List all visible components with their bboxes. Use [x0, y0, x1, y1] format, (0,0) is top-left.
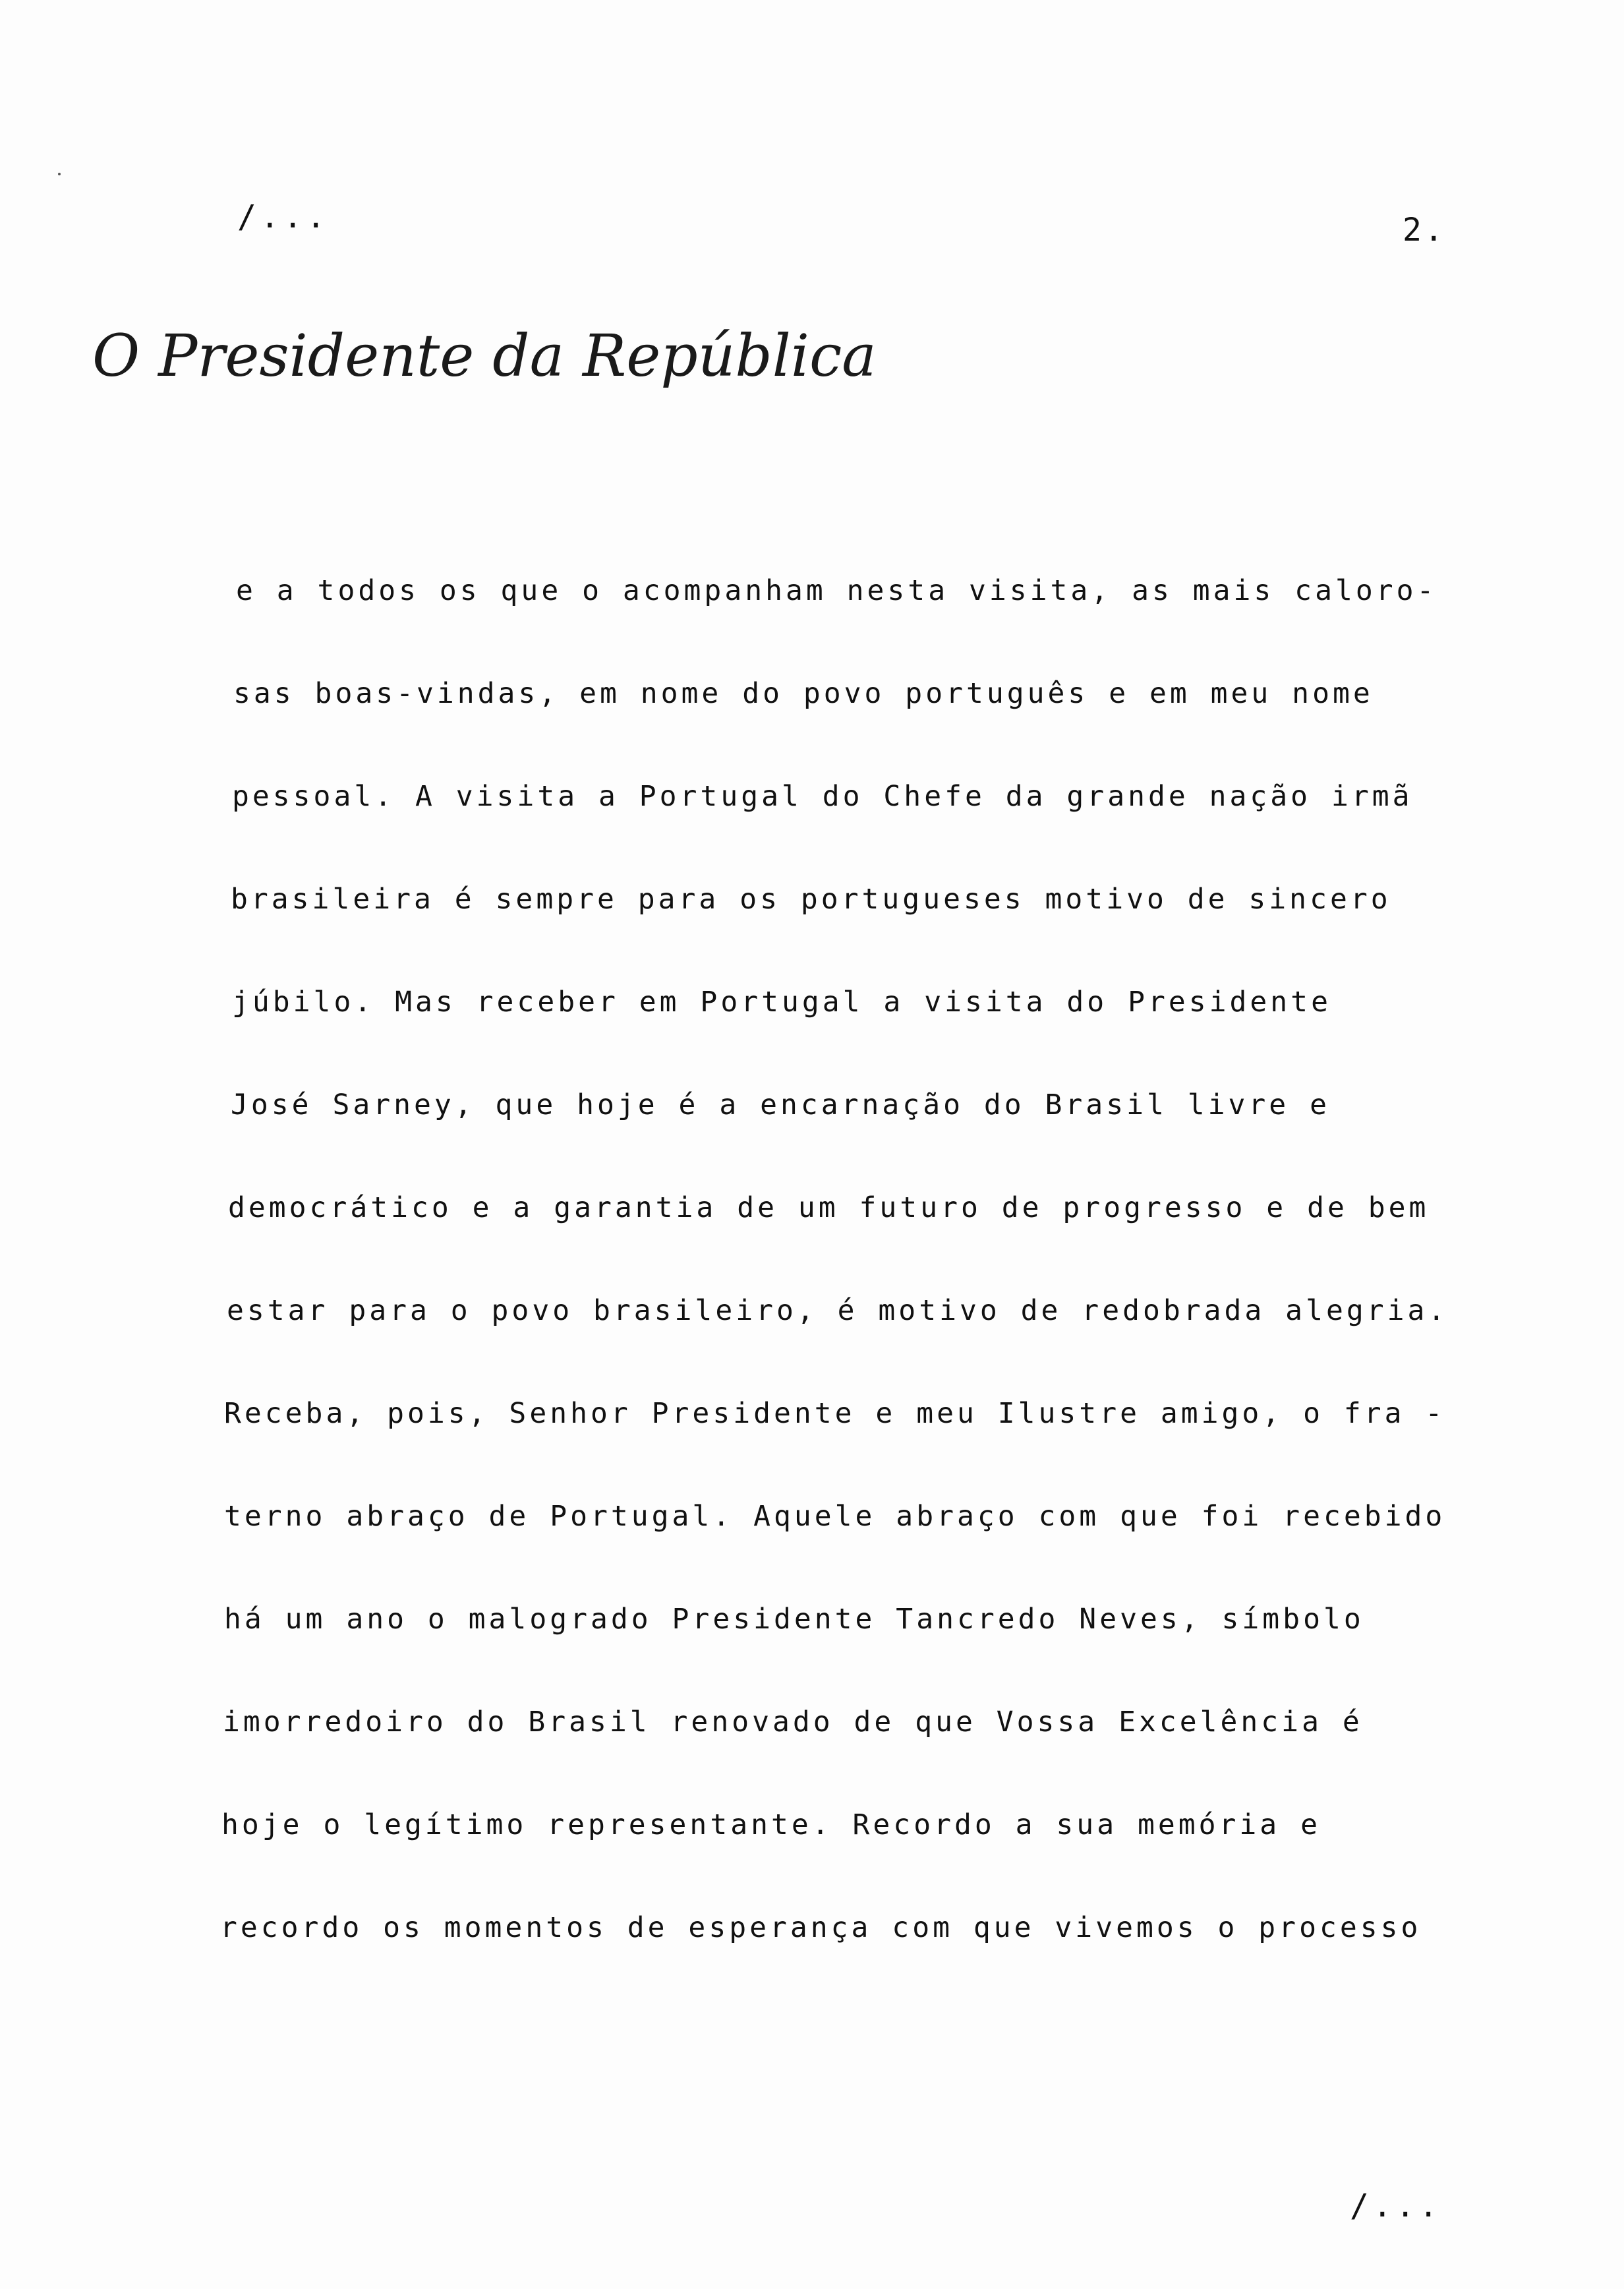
text-line: e a todos os que o acompanham nesta visita, as mais caloro-	[236, 574, 1437, 607]
text-line: terno abraço de Portugal. Aquele abraço com que foi recebido	[224, 1500, 1446, 1533]
scan-speck	[58, 173, 61, 175]
text-line: há um ano o malogrado Presidente Tancredo Neves, símbolo	[224, 1603, 1364, 1636]
text-line: recordo os momentos de esperança com que vivemos o processo	[220, 1911, 1422, 1944]
text-line: Receba, pois, Senhor Presidente e meu Ilustre amigo, o fra -	[224, 1397, 1446, 1430]
text-line: júbilo. Mas receber em Portugal a visita do Presidente	[232, 986, 1331, 1019]
page-number: 2.	[1403, 212, 1446, 249]
text-line: brasileira é sempre para os portugueses motivo de sincero	[231, 883, 1391, 916]
text-line: democrático e a garantia de um futuro de progresso e de bem	[228, 1191, 1430, 1224]
continuation-mark-bottom: /...	[1350, 2187, 1442, 2224]
letterhead-title	[92, 310, 877, 402]
text-line: sas boas-vindas, em nome do povo português e em meu nome	[233, 677, 1374, 710]
text-line: José Sarney, que hoje é a encarnação do Brasil livre e	[231, 1088, 1330, 1121]
text-line: imorredoiro do Brasil renovado de que Vossa Excelência é	[223, 1706, 1363, 1739]
continuation-mark-top: /...	[237, 198, 330, 235]
text-line: pessoal. A visita a Portugal do Chefe da grande nação irmã	[232, 780, 1413, 813]
letter-body	[220, 574, 1453, 2017]
letterhead-text: O Presidente da República	[92, 322, 877, 390]
text-line: hoje o legítimo representante. Recordo a sua memória e	[221, 1808, 1321, 1841]
text-line: estar para o povo brasileiro, é motivo de redobrada alegria.	[227, 1294, 1449, 1327]
